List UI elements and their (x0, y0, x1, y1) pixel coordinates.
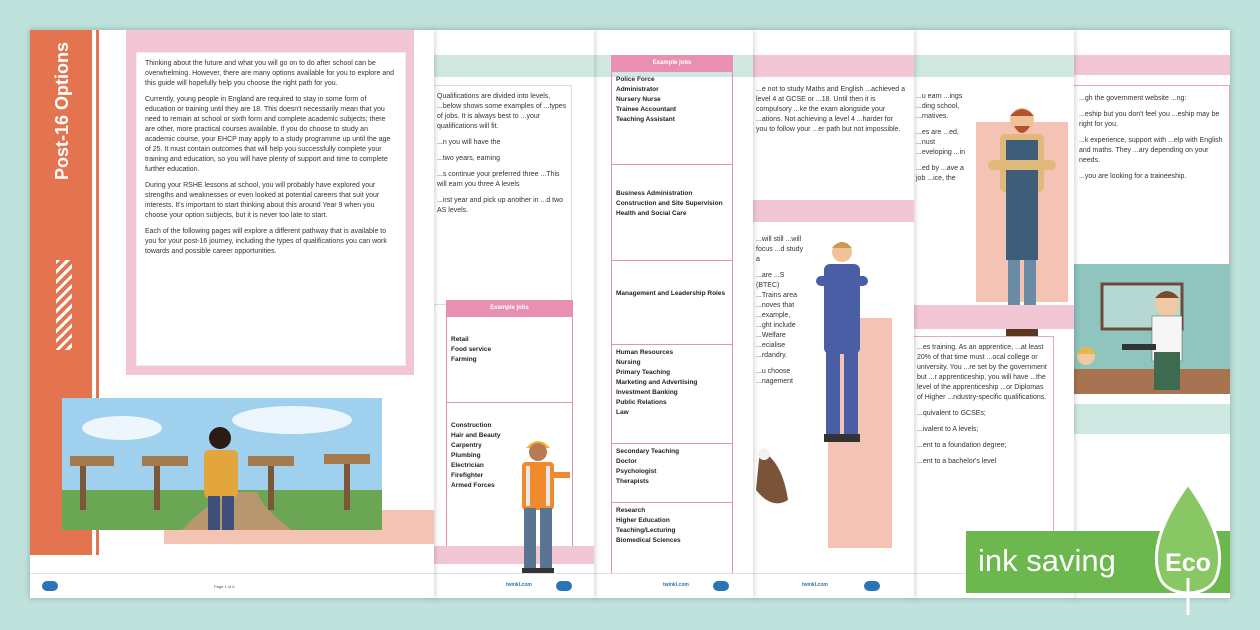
page-3-jobs-group-5: Secondary Teaching Doctor Psychologist Therapists (612, 444, 732, 503)
page-2-text: Qualifications are divided into levels, ...below shows some examples of ...types of jobs. It is always best to ...your qualifications will fit. ...n you will have the ...two years, earning ...s continue your preferred three ...This will earn you three A levels ...irst year and pick up another in ...d two AS levels. (437, 93, 567, 214)
page-4-footer-text: twinkl.com (802, 582, 828, 588)
builder-illustration (504, 432, 574, 582)
page-3-jobs-header-text: Example jobs (652, 60, 692, 66)
page-4-footer (752, 573, 914, 598)
stripe-decoration (56, 260, 72, 350)
page-6-text-box (1072, 85, 1230, 270)
page-1-footer (30, 573, 434, 598)
waiter-illustration (1072, 264, 1230, 444)
page-3-jobs-group-3: Management and Leadership Roles (612, 261, 732, 345)
page-5 (912, 30, 1074, 598)
page-4 (752, 30, 914, 598)
page-2-header-band (432, 55, 594, 77)
page-5-text-top: ...u earn ...ings ...ding school, ...rnatives. ...es are ...ed, ...nust ...eveloping ...in ...ed by ...ave a job ...ice, the (916, 93, 966, 182)
page-3-jobs-group-6: Research Higher Education Teaching/Lecturing Biomedical Sciences (616, 507, 681, 544)
page-6-header-band (1072, 55, 1230, 75)
page-1-cover (30, 30, 434, 598)
page-2-jobs-header (447, 301, 572, 317)
page-4-text-mid: ...will still ...will focus ...d study a ...are ...S (BTEC) ...Trains area ...noves that ...example, ...ght include ...Welfare ...ecialise ...rdandry. ...u choose ...nagement (756, 236, 804, 385)
page-3-jobs-header (612, 56, 732, 72)
twinkl-logo-icon (42, 581, 58, 591)
page-3-jobs-group-4: Human Resources Nursing Primary Teaching Marketing and Advertising Investment Banking Public Relations Law (612, 345, 732, 444)
page-3-footer (593, 573, 753, 598)
page-3-jobs-group-1: Police Force Administrator Nursery Nurse Trainee Accountant Teaching Assistant (612, 72, 732, 165)
crossroads-illustration (62, 398, 382, 530)
page-3 (593, 30, 753, 598)
page-3-footer-text: twinkl.com (663, 582, 689, 588)
page-6-text: ...gh the government website ...ng: ...eship but you don't feel you ...eship may be right for you. ...k experience, support with ...elp with English and maths. They ...ary depending on your needs. ...you are looking for a traineeship. (1079, 95, 1223, 180)
ink-saving-label: ink saving (978, 543, 1116, 578)
mechanic-illustration (808, 236, 878, 451)
page-5-pink-band (912, 305, 1074, 329)
twinkl-logo-icon (556, 581, 572, 591)
page-2 (432, 30, 594, 598)
page-2-jobs-group-1: Retail Food service Farming (447, 317, 572, 403)
cover-intro-text: Thinking about the future and what you will go on to do after school can be overwhelming. However, there are many options available for you to explore and this guide will hopefully help you choose the right path for you. Currently, young people in England are required to stay in some form of education or training until they are 18. This doesn't necessarily mean that you need to remain at school or sixth form and complete academic subjects; there are other, more practical courses available. If you do choose to study an academic course, your EHCP may apply to a study programme up until the age of 25. It must contain outcomes that will help you successfully complete your training and education, so you will have plenty of support and time to complete further education. During your RSHE lessons at school, you will probably have explored your strengths and weaknesses or even looked at potential careers that suit your interests. It's important to start thinking about this around Year 9 when you choose your option subjects, but it is never too late to start. Each of the following pages will explore a different pathway that is available to you for your post-16 journey, including the types of qualifications you can work towards and possible career opportunities. (145, 60, 395, 255)
eco-label: Eco (1165, 549, 1211, 577)
page-2-jobs-group-2: Construction Hair and Beauty Carpentry Plumbing Electrician Firefighter Armed Forces (451, 422, 501, 489)
page-4-header-band (752, 55, 914, 77)
cover-text-box (136, 52, 406, 366)
page-2-footer (432, 573, 594, 598)
page-4-text-top: ...e not to study Maths and English ...achieved a level 4 at GCSE or ...18. Until then it is compulsory ...ke the exam alongside your ...ations. Not achieving a level 4 ...harder for you to follow your ...er path but not impossible. (756, 86, 906, 133)
page-2-jobs-header-text: Example jobs (490, 305, 529, 311)
page-3-jobs-table (611, 55, 733, 589)
page-2-text-box (432, 85, 572, 305)
page-4-pink-band (752, 200, 914, 222)
page-3-jobs-group-2: Business Administration Construction and Site Supervision Health and Social Care (612, 165, 732, 261)
twinkl-logo-icon (713, 581, 729, 591)
page-2-footer-text: twinkl.com (506, 582, 532, 588)
page-5-text: ...es training. As an apprentice, ...at least 20% of that time must ...ocal college or university. You ...re set by the government but ...r apprenticeship, you will have ...the level of the apprenticeship ...or Diplomas of Higher ...ndustry-specific qualifications. ...quivalent to GCSEs; ...ivalent to A levels; ...ent to a foundation degree; ...ent to a bachelor's level (917, 344, 1047, 465)
page-5-header-band (912, 55, 1074, 77)
cover-title: Post-16 Options (52, 42, 72, 181)
twinkl-logo-icon (864, 581, 880, 591)
eagle-illustration (752, 440, 794, 520)
cover-footer-text: Page 1 of 6 (214, 584, 235, 589)
